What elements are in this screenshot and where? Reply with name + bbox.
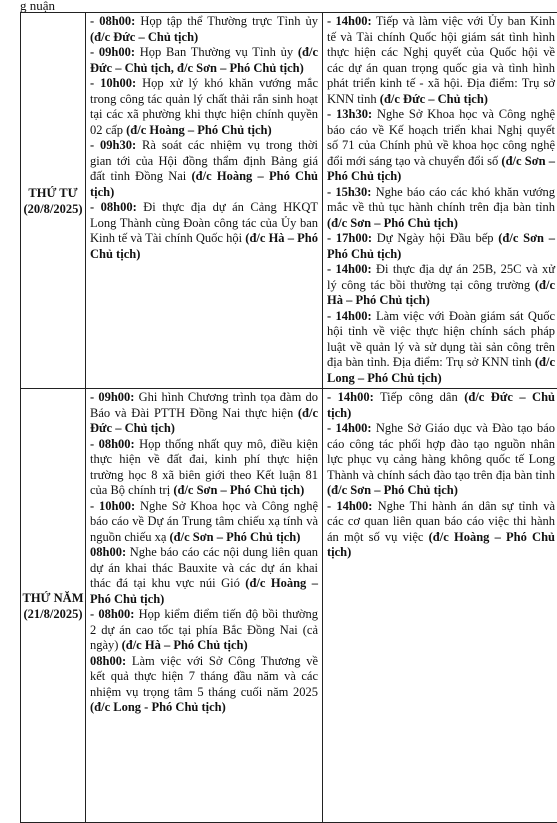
day-date: (20/8/2025) [21,201,85,217]
item-person: (đ/c Hoàng – Phó Chủ tịch) [90,169,318,199]
item-person: (đ/c Long – Phó Chủ tịch) [327,355,555,385]
item-text: Làm việc với Sở Công Thương về kết quả thực hiện 7 tháng đầu năm và các nhiệm vụ trọng tâm 5 tháng cuối năm 2025 [90,654,318,699]
item-person: (đ/c Đức – Chủ tịch) [380,92,488,106]
item-time: - 10h00: [90,76,136,90]
afternoon-column [323,389,557,823]
schedule-item [90,138,318,200]
item-text: Nghe Thi hành án dân sự tỉnh và các cơ quan liên quan báo cáo việc thi hành án một số vụ việc [327,499,555,544]
item-person: (đ/c Sơn – Phó Chủ tịch) [327,216,458,230]
item-text: Nghe Sở Giáo dục và Đào tạo báo cáo công tác phối hợp đào tạo nguồn nhân lực phục vụ cảng hàng không quốc tế Long Thành và chính sách đào tạo trên địa bàn tỉnh [327,421,555,482]
schedule-item [90,607,318,654]
item-text: Nghe báo cáo các nội dung liên quan dự án khai thác Bauxite và các dự án khai thác đá tại khu vực núi Gió [90,545,318,590]
schedule-row-thursday [21,389,557,823]
day-date: (21/8/2025) [21,606,85,622]
item-person: (đ/c Đức – Chủ tịch) [90,406,318,436]
schedule-item [327,309,555,387]
item-text: Làm việc với Đoàn giám sát Quốc hội tỉnh về việc thực hiện chính sách pháp luật về quản lý và sử dụng tài sản công trên địa bàn tỉnh. Địa điểm: Trụ sở KNN tỉnh [327,309,555,370]
schedule-item [327,421,555,499]
schedule-item [90,390,318,437]
item-time: 08h00: [90,545,126,559]
item-text: Nghe Sở Khoa học và Công nghệ báo cáo về Dự án Trung tâm chiếu xạ tính và nguồn chiếu xạ [90,499,318,544]
item-person: (đ/c Hà – Phó Chủ tịch) [122,638,248,652]
schedule-item [90,45,318,76]
item-time: - 08h00: [90,607,134,621]
schedule-item [327,231,555,262]
schedule-item [90,200,318,262]
header-fragment: g nuận [20,0,55,14]
day-cell [21,389,86,823]
item-person: (đ/c Hoàng – Phó Chủ tịch) [90,576,318,606]
item-time: - 14h00: [327,309,372,323]
item-person: (đ/c Đức – Chủ tịch, đ/c Sơn – Phó Chủ tịch) [90,45,318,75]
day-name: THỨ NĂM [21,590,85,606]
morning-column [86,13,323,389]
item-time: - 15h30: [327,185,371,199]
schedule-item [90,654,318,716]
item-text: Dự Ngày hội Đầu bếp [372,231,498,245]
item-text: Đi thực địa dự án Cảng HKQT Long Thành cùng Đoàn công tác của Ủy ban Kinh tế và Tài chính Quốc hội [90,200,318,245]
item-text: Rà soát các nhiệm vụ trong thời gian tới của Hội đồng thẩm định Bảng giá đất tỉnh Đồng Nai [90,138,318,183]
item-time: - 13h30: [327,107,372,121]
schedule-item [90,545,318,607]
item-person: (đ/c Hà – Phó Chủ tịch) [90,231,318,261]
item-time: - 08h00: [90,14,135,28]
schedule-item [90,437,318,499]
item-time: - 09h30: [90,138,136,152]
item-time: - 14h00: [327,421,372,435]
morning-column [86,389,323,823]
item-time: - 08h00: [90,200,137,214]
schedule-item [90,14,318,45]
item-text: Họp xử lý khó khăn vướng mắc trong công tác quản lý chất thải rắn sinh hoạt tại các xã phường khi thực hiện chính quyền 02 cấp [90,76,318,137]
day-cell [21,13,86,389]
item-time: - 14h00: [327,262,372,276]
item-text: Họp kiểm điểm tiến độ bồi thường 2 dự án cao tốc tại phía Bắc Đồng Nai (cả ngày) [90,607,318,652]
item-time: - 14h00: [327,390,374,404]
item-time: 08h00: [90,654,126,668]
day-name: THỨ TƯ [21,185,85,201]
item-person: (đ/c Sơn – Phó Chủ tịch) [170,530,301,544]
item-text: Họp thống nhất quy mô, điều kiện thực hiện về đất đai, kinh phí thực hiện trường học 8 xã biên giới theo Kết luận 81 của Bộ chính trị [90,437,318,498]
item-person: (đ/c Sơn – Phó Chủ tịch) [173,483,304,497]
schedule-table [20,12,557,823]
item-time: - 10h00: [90,499,135,513]
item-person: (đ/c Đức – Chủ tịch) [327,390,555,420]
item-time: - 08h00: [90,437,135,451]
afternoon-column [323,13,557,389]
item-person: (đ/c Sơn – Phó Chủ tịch) [327,231,555,261]
item-text: Họp tập thể Thường trực Tỉnh ủy [135,14,318,28]
item-time: - 14h00: [327,499,372,513]
item-text: Ghi hình Chương trình tọa đàm do Báo và Đài PTTH Đồng Nai thực hiện [90,390,318,420]
schedule-item [90,76,318,138]
item-person: (đ/c Sơn – Phó Chủ tịch) [327,483,458,497]
item-time: - 09h00: [90,390,134,404]
schedule-item [327,499,555,561]
item-time: - 17h00: [327,231,372,245]
item-text: Tiếp công dân [374,390,464,404]
schedule-item [327,262,555,309]
item-text: Đi thực địa dự án 25B, 25C và xử lý công tác bồi thường tại công trường [327,262,555,292]
item-person: (đ/c Sơn – Phó Chủ tịch) [327,154,555,184]
item-time: - 14h00: [327,14,372,28]
schedule-item [327,14,555,107]
item-text: Nghe Sở Khoa học và Công nghệ báo cáo về Kế hoạch triển khai Nghị quyết số 71 của Chính phủ về khoa học công nghệ đổi mới sáng tạo và chuyển đổi số [327,107,555,168]
item-person: (đ/c Long - Phó Chủ tịch) [90,700,226,714]
schedule-item [327,107,555,185]
schedule-item [327,185,555,232]
item-text: Họp Ban Thường vụ Tỉnh ủy [135,45,298,59]
schedule-row-wednesday [21,13,557,389]
schedule-item [327,390,555,421]
schedule-item [90,499,318,546]
item-person: (đ/c Đức – Chủ tịch) [90,30,198,44]
item-person: (đ/c Hoàng – Phó Chủ tịch) [126,123,272,137]
item-person: (đ/c Hoàng – Phó Chủ tịch) [327,530,555,560]
item-text: Nghe báo cáo các khó khăn vướng mắc về thủ tục hành chính trên địa bàn tỉnh [327,185,555,215]
item-time: - 09h00: [90,45,135,59]
item-person: (đ/c Hà – Phó Chủ tịch) [327,278,555,308]
item-text: Tiếp và làm việc với Ủy ban Kinh tế và Tài chính Quốc hội giám sát tình hình thực hiện các Nghị quyết của Quốc hội về các dự án quan trọng quốc gia và tình hình phát triển kinh tế - xã hội. Địa điểm: Trụ sở KNN tỉnh [327,14,555,106]
